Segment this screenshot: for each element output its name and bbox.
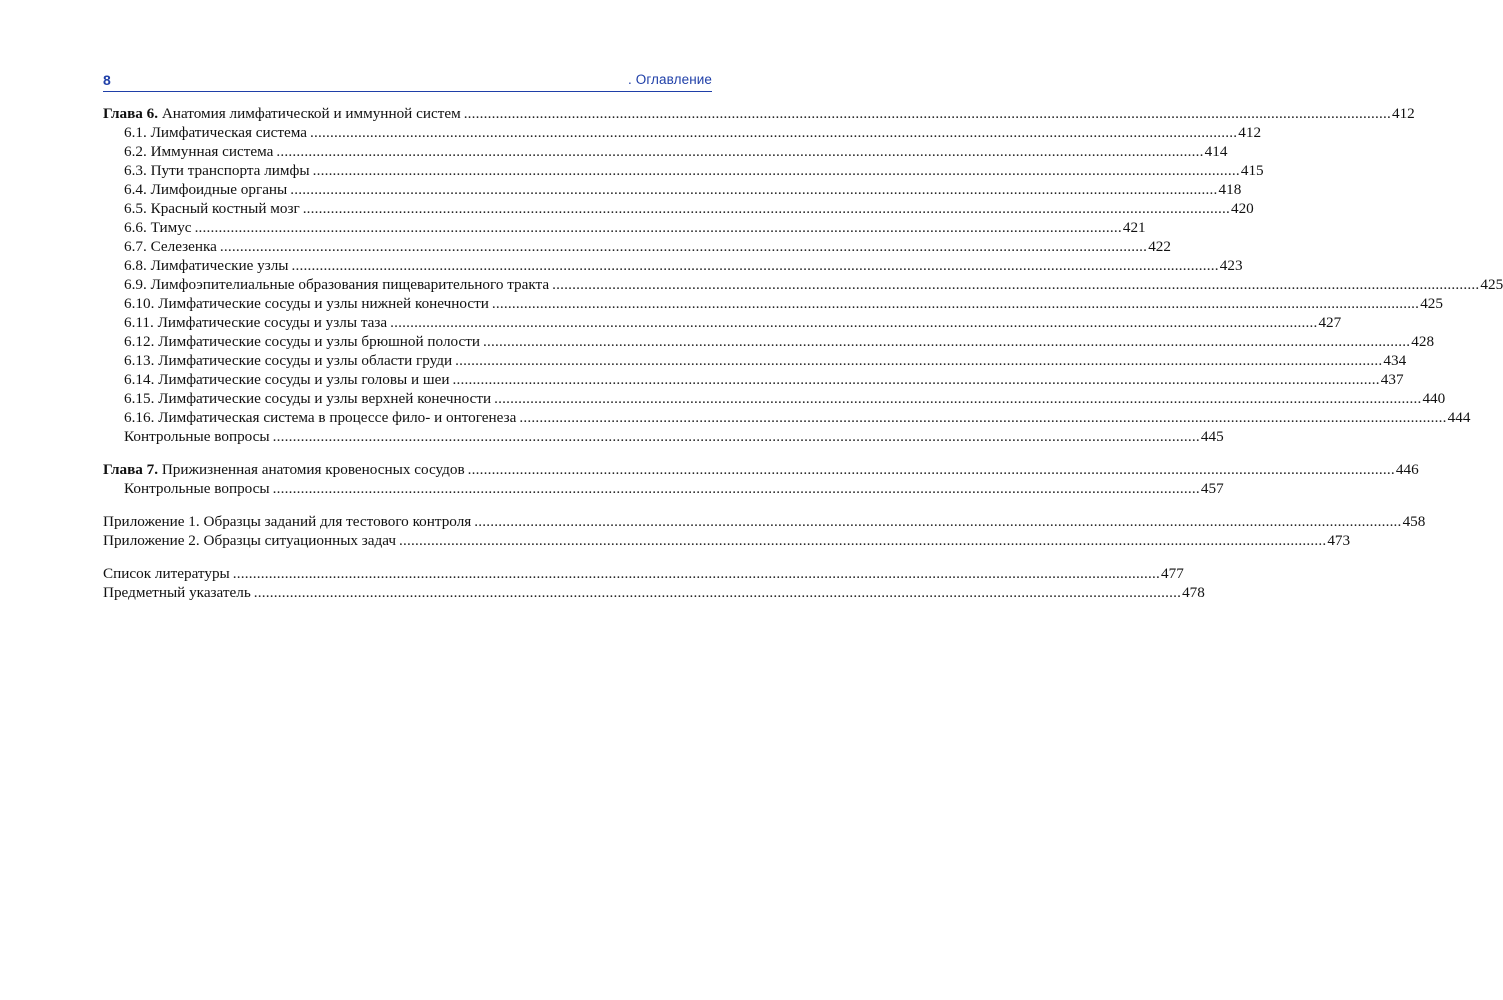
toc-entry-title: 6.6. Тимус <box>124 219 192 236</box>
toc-section[interactable] <box>103 218 1146 237</box>
toc-section[interactable] <box>103 237 1171 256</box>
toc-subject-index[interactable] <box>103 583 1205 602</box>
toc-page-number: 414 <box>1204 143 1228 160</box>
dot-leader <box>273 479 1200 498</box>
dot-leader <box>519 408 1446 427</box>
dot-leader <box>292 256 1219 275</box>
dot-leader <box>195 218 1122 237</box>
toc-section[interactable] <box>103 408 1471 427</box>
toc-page-number: 425 <box>1420 295 1443 312</box>
dot-leader <box>313 161 1240 180</box>
chapter-title: Анатомия лимфатической и иммунной систем <box>161 105 461 122</box>
dot-leader <box>474 512 1401 531</box>
dot-leader <box>453 370 1380 389</box>
toc-page-number: 445 <box>1200 428 1224 445</box>
page-header <box>103 70 712 94</box>
toc-entry-title: 6.5. Красный костный мозг <box>124 200 300 217</box>
toc-entry-title: 6.15. Лимфатические сосуды и узлы верхней конечности <box>124 390 492 407</box>
toc-section[interactable] <box>103 294 1443 313</box>
toc-section[interactable] <box>103 256 1243 275</box>
toc-section[interactable] <box>103 313 1342 332</box>
toc-entry-title: Приложение 1. Образцы заданий для тестового контроля <box>103 513 472 530</box>
toc-section[interactable] <box>103 123 1262 142</box>
toc-page-number: 412 <box>1391 105 1415 122</box>
dot-leader <box>494 389 1421 408</box>
toc-page-number: 434 <box>1383 352 1407 369</box>
toc-page-number: 428 <box>1411 333 1435 350</box>
toc-entry-title: 6.11. Лимфатические сосуды и узлы таза <box>124 314 388 331</box>
toc-entry-title: 6.12. Лимфатические сосуды и узлы брюшной полости <box>124 333 481 350</box>
dot-leader <box>464 104 1391 123</box>
page-number: 8 <box>103 72 111 88</box>
toc-entry-title: 6.7. Селезенка <box>124 238 217 255</box>
toc-entry-title: 6.10. Лимфатические сосуды и узлы нижней конечности <box>124 295 489 312</box>
toc-entry-title: 6.4. Лимфоидные органы <box>124 181 288 198</box>
toc-page-number: 422 <box>1148 238 1171 255</box>
toc-page-number: 437 <box>1380 371 1404 388</box>
toc-entry-title: 6.8. Лимфатические узлы <box>124 257 289 274</box>
toc-page-number: 478 <box>1182 584 1205 601</box>
dot-leader <box>254 583 1181 602</box>
dot-leader <box>220 237 1147 256</box>
toc-section[interactable] <box>103 479 1224 498</box>
toc-entry-title: 6.16. Лимфатическая система в процессе фило- и онтогенеза <box>124 409 517 426</box>
toc-section[interactable] <box>103 275 1503 294</box>
toc-entry-title: Список литературы <box>103 565 230 582</box>
toc-section[interactable] <box>103 332 1435 351</box>
dot-leader <box>399 531 1326 550</box>
toc-entry-title: 6.13. Лимфатические сосуды и узлы области груди <box>124 352 453 369</box>
dot-leader <box>276 142 1203 161</box>
toc-entry-title: 6.14. Лимфатические сосуды и узлы головы и шеи <box>124 371 450 388</box>
toc-entry-title: 6.2. Иммунная система <box>124 143 274 160</box>
dot-leader <box>310 123 1237 142</box>
toc-page-number: 440 <box>1422 390 1446 407</box>
dot-leader <box>483 332 1410 351</box>
toc-bibliography[interactable] <box>103 564 1184 583</box>
dot-leader <box>552 275 1479 294</box>
toc-entry-title: Предметный указатель <box>103 584 251 601</box>
toc-section[interactable] <box>103 199 1254 218</box>
toc-page-number: 425 <box>1480 276 1503 293</box>
toc-page-number: 444 <box>1447 409 1471 426</box>
toc-section[interactable] <box>103 161 1264 180</box>
dot-leader <box>233 564 1160 583</box>
toc-chapter-6[interactable] <box>103 104 1415 123</box>
toc-page-number: 418 <box>1218 181 1242 198</box>
chapter-label: Глава 7. <box>103 461 159 478</box>
toc-page-number: 477 <box>1161 565 1184 582</box>
toc-section[interactable] <box>103 180 1242 199</box>
header-rule <box>103 91 712 92</box>
toc-entry-title: 6.3. Пути транспорта лимфы <box>124 162 310 179</box>
toc-page-number: 457 <box>1200 480 1224 497</box>
toc-entry-title: 6.1. Лимфатическая система <box>124 124 307 141</box>
toc-appendix-1[interactable] <box>103 512 1426 531</box>
chapter-label: Глава 6. <box>103 105 159 122</box>
toc-appendix-2[interactable] <box>103 531 1351 550</box>
toc-section[interactable] <box>103 351 1407 370</box>
toc-chapter-7[interactable] <box>103 460 1419 479</box>
toc-section[interactable] <box>103 427 1224 446</box>
table-of-contents <box>103 104 1503 602</box>
toc-entry-title: Контрольные вопросы <box>124 480 270 497</box>
toc-page-number: 473 <box>1327 532 1351 549</box>
toc-page-number: 415 <box>1240 162 1264 179</box>
toc-section[interactable] <box>103 370 1404 389</box>
running-title: . Оглавление <box>628 72 712 87</box>
toc-entry-title: Приложение 2. Образцы ситуационных задач <box>103 532 397 549</box>
toc-page-number: 458 <box>1402 513 1426 530</box>
dot-leader <box>455 351 1382 370</box>
toc-page-number: 421 <box>1122 219 1146 236</box>
toc-entry-title <box>103 460 465 479</box>
dot-leader <box>303 199 1230 218</box>
dot-leader <box>390 313 1317 332</box>
toc-section[interactable] <box>103 389 1446 408</box>
toc-entry-title: Контрольные вопросы <box>124 428 270 445</box>
dot-leader <box>290 180 1217 199</box>
chapter-title: Прижизненная анатомия кровеносных сосудов <box>161 461 465 478</box>
dot-leader <box>273 427 1200 446</box>
dot-leader <box>468 460 1395 479</box>
toc-section[interactable] <box>103 142 1228 161</box>
dot-leader <box>492 294 1419 313</box>
toc-page-number: 427 <box>1318 314 1342 331</box>
toc-page-number: 446 <box>1395 461 1419 478</box>
toc-page-number: 423 <box>1219 257 1243 274</box>
toc-entry-title <box>103 104 461 123</box>
toc-page-number: 412 <box>1238 124 1262 141</box>
toc-entry-title: 6.9. Лимфоэпителиальные образования пищеварительного тракта <box>124 276 550 293</box>
toc-page-number: 420 <box>1230 200 1254 217</box>
